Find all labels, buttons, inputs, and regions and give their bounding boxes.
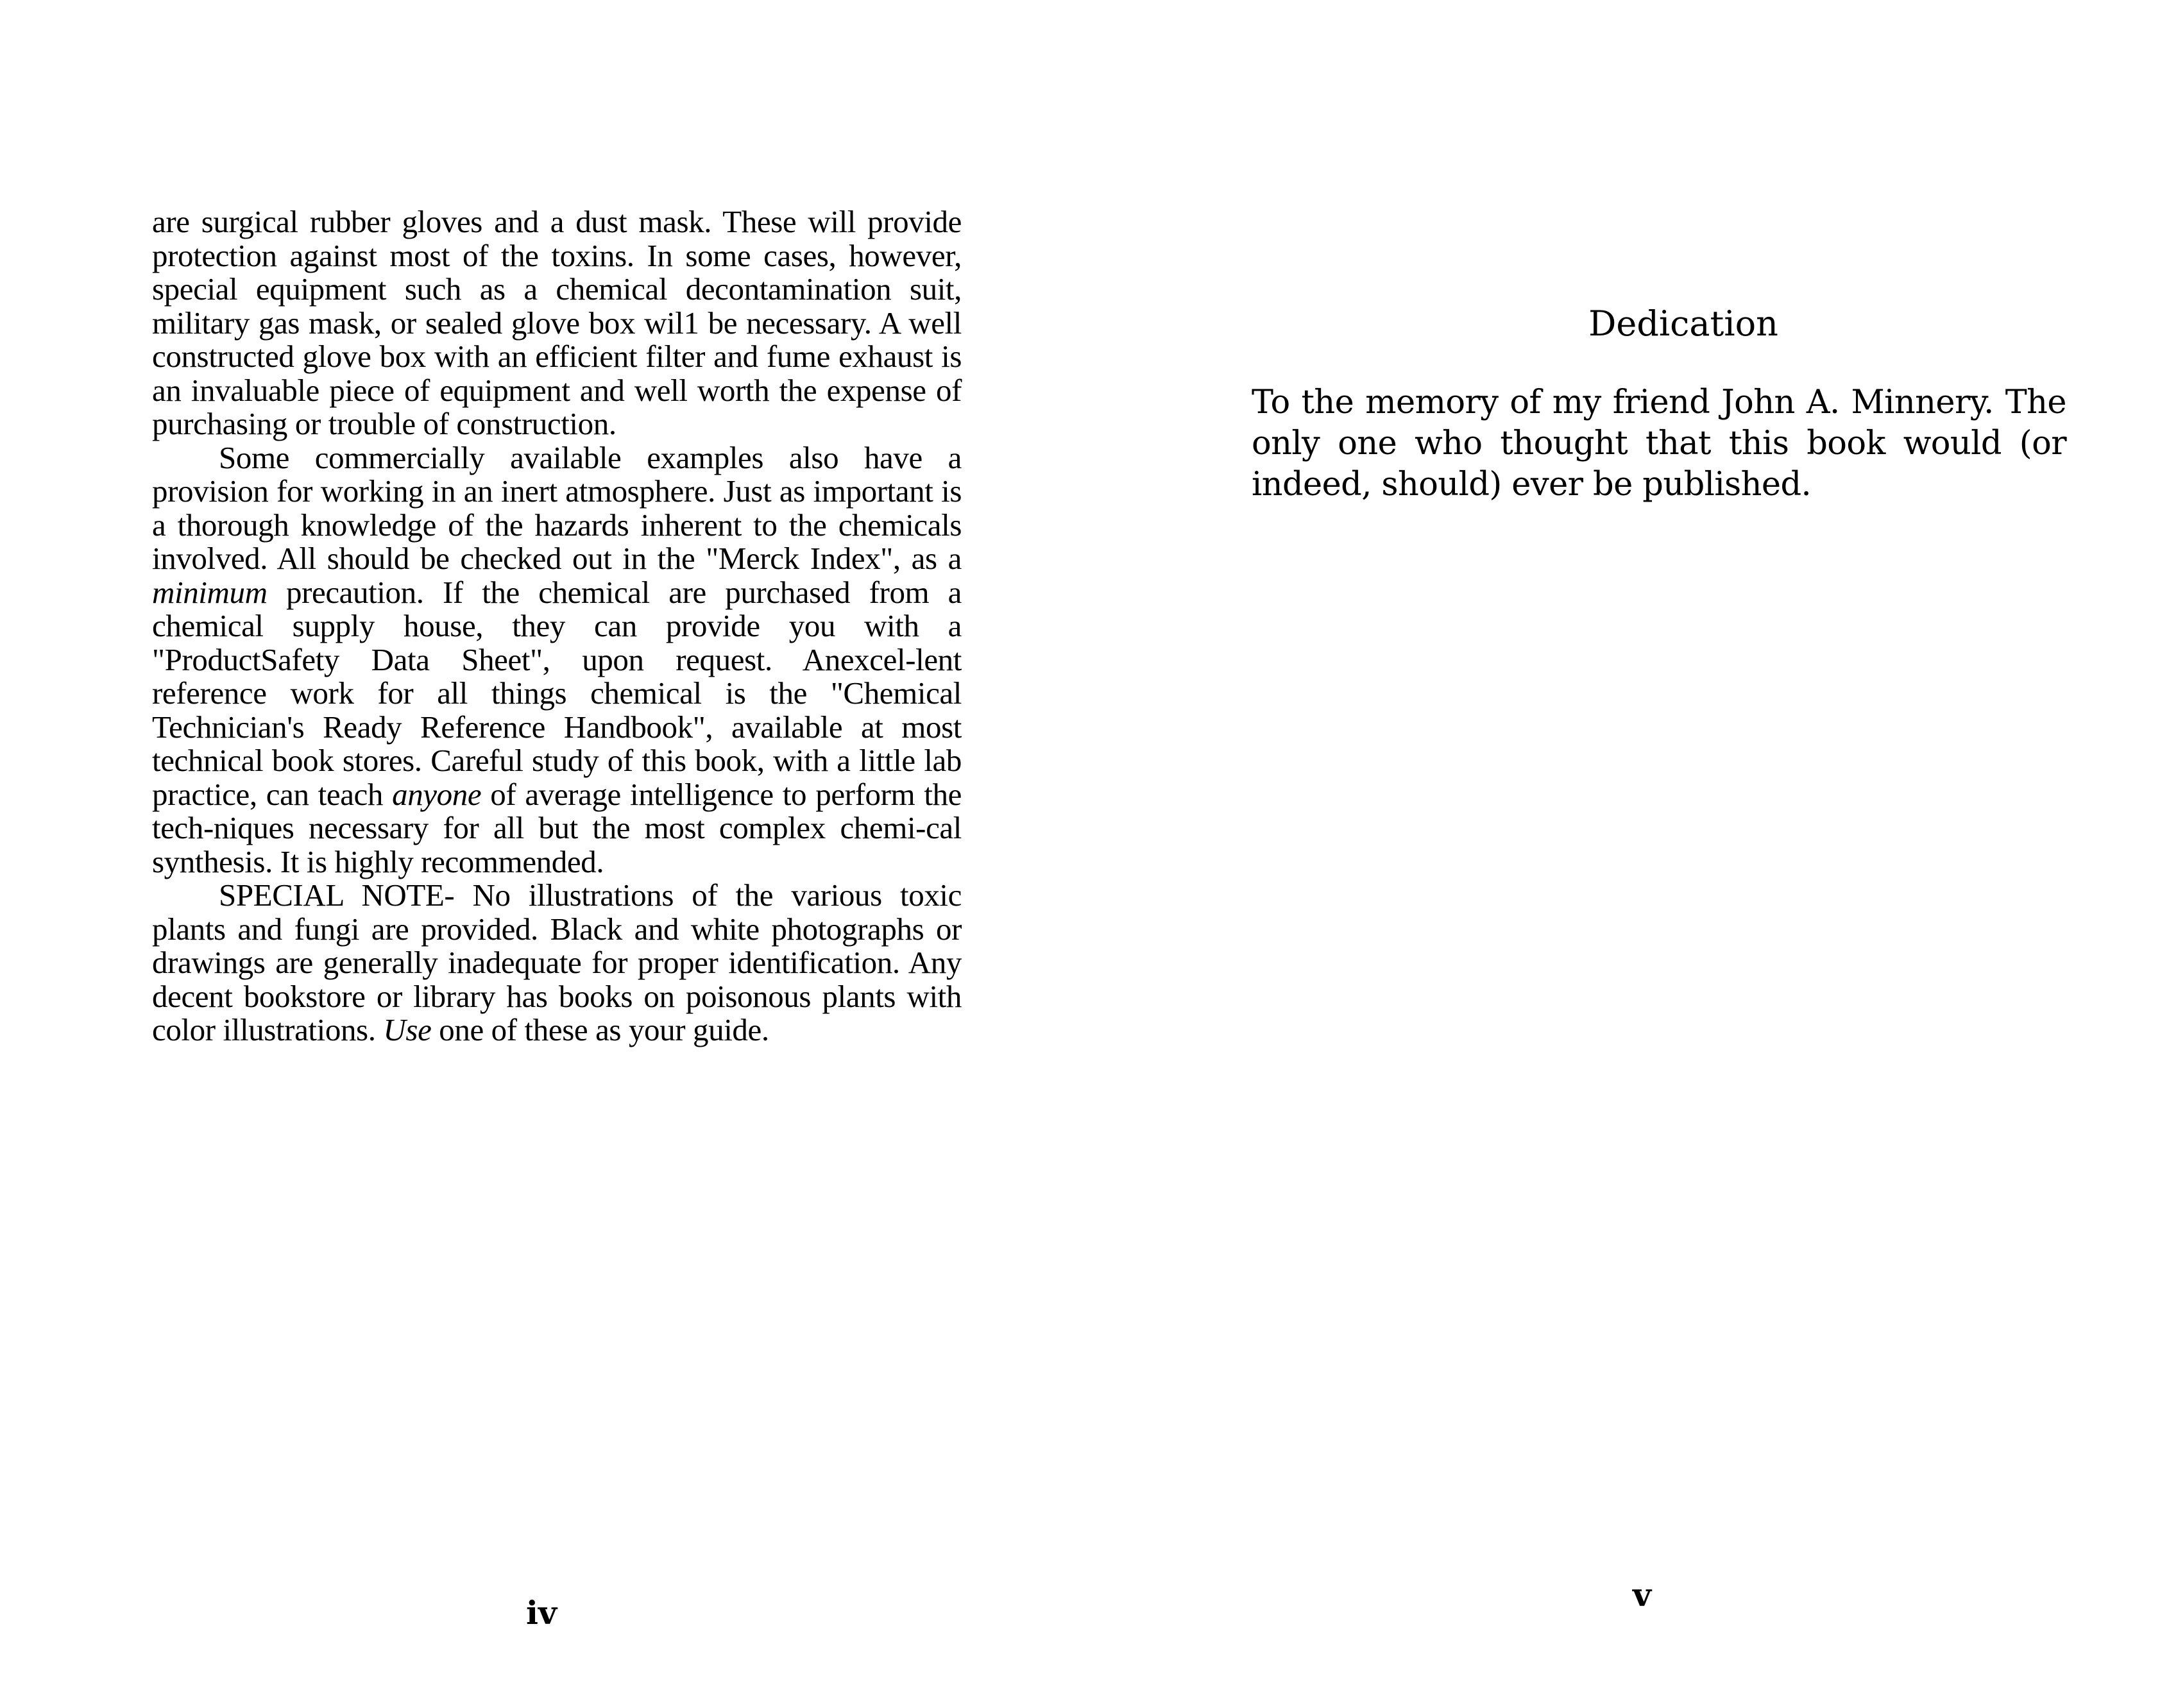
body-text: [152, 205, 962, 1047]
paragraph-2: [152, 441, 962, 879]
right-page: [1080, 0, 2160, 1708]
emphasis-use: Use: [383, 1012, 432, 1047]
page-number-v: v: [1633, 1576, 1652, 1614]
paragraph-3-text-a: SPECIAL NOTE- No illustrations of the various toxic plants and fungi are provided. Black and white photographs or drawings are generally inadequate for proper identification. Any decent bookstore or library has books on poisonous plants with color illustrations.: [152, 877, 962, 1047]
paragraph-2-text-c: of average intelligence to perform the tech-niques necessary for all but the most complex chemi-cal synthesis. It is highly recommended.: [152, 776, 962, 879]
paragraph-3-text-b: one of these as your guide.: [431, 1012, 769, 1047]
emphasis-minimum: minimum: [152, 574, 268, 610]
paragraph-1: [152, 205, 962, 441]
paragraph-3: [152, 879, 962, 1047]
dedication-text: To the memory of my friend John A. Minnery. The only one who thought that this book would (or indeed, should) ever be published.: [1252, 384, 2066, 503]
page-number-iv: iv: [526, 1594, 557, 1632]
emphasis-anyone: anyone: [392, 776, 482, 812]
paragraph-1-text: are surgical rubber gloves and a dust mask. These will provide protection against most of the toxins. In some cases, however, special equipment such as a chemical decontamination suit, military gas mask, or sealed glove box wil1 be necessary. A well constructed glove box with an efficient filter and fume exhaust is an invaluable piece of equipment and well worth the expense of purchasing or trouble of construction.: [152, 204, 962, 441]
dedication-title: Dedication: [1588, 303, 1778, 344]
paragraph-2-text-a: Some commercially available examples also have a provision for working in an inert atmosphere. Just as important is a thorough knowledge of the hazards inherent to the chemicals involved. All should be checked out in the "Merck Index", as a: [152, 439, 962, 576]
paragraph-2-text-b: precaution. If the chemical are purchased from a chemical supply house, they can provide you with a "ProductSafety Data Sheet", upon request. Anexcel-lent reference work for all things chemical is the "Chemical Technician's Ready Reference Handbook", available at most technical book stores. Careful study of this book, with a little lab practice, can teach: [152, 574, 962, 812]
